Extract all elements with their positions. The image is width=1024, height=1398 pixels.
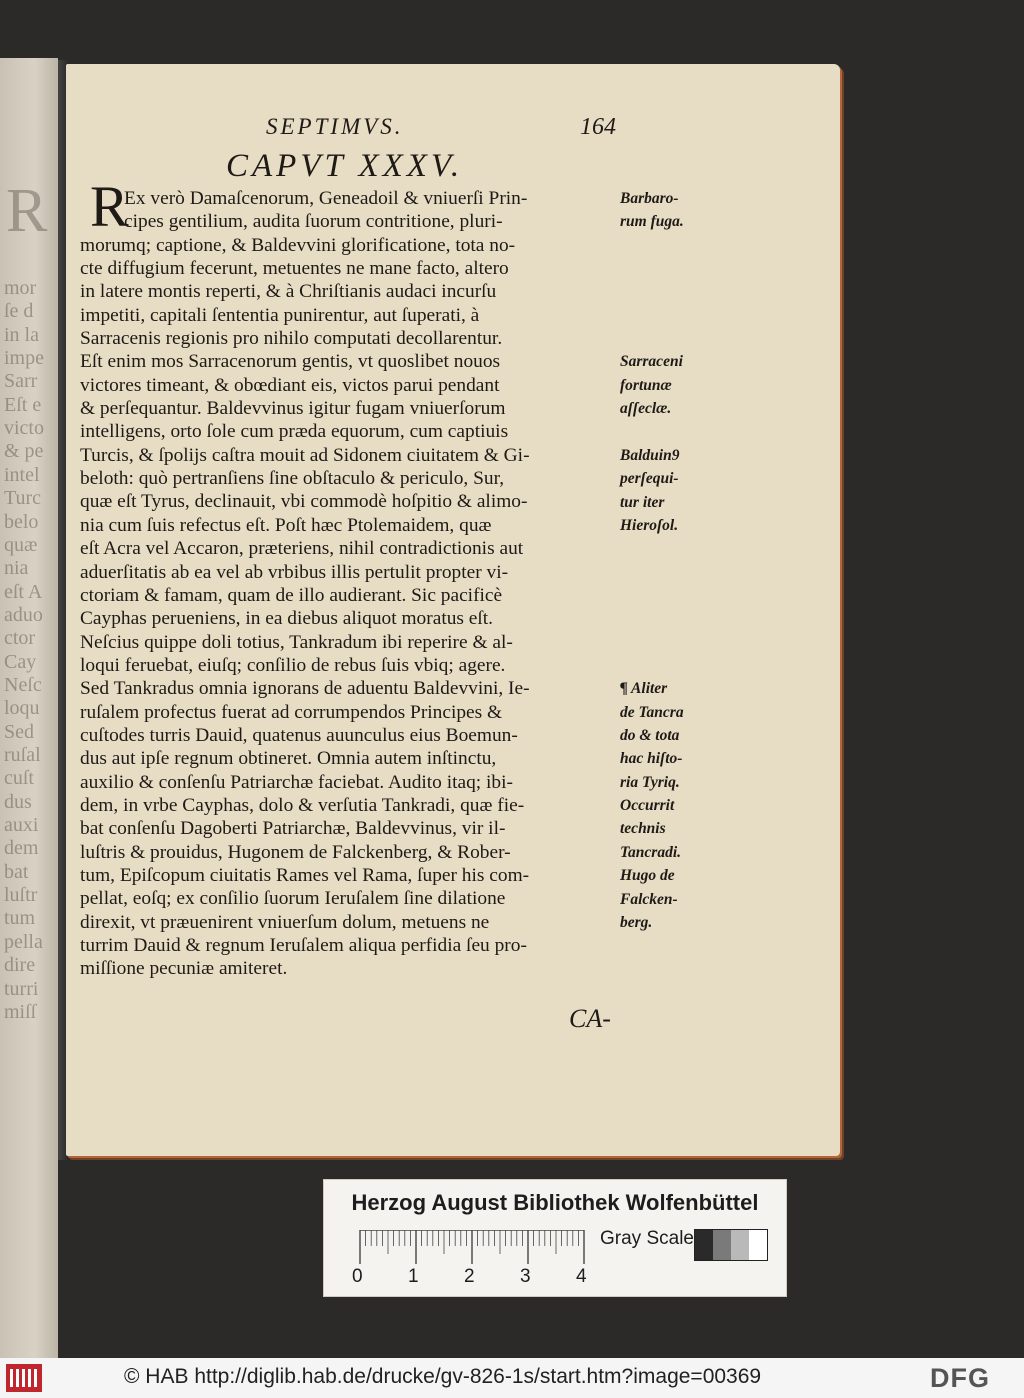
ruler-number: 2 [464,1266,475,1287]
margin-note: de Tancra [620,703,684,721]
ghost-line: & pe [4,440,44,463]
dfg-logo-icon: DFG [930,1363,990,1393]
viewer-footer [0,1358,1024,1398]
text-line: impetiti, capitali ſententia punirentur, aut ſuperati, à [80,304,480,326]
ruler-number: 1 [408,1266,419,1287]
text-line: loqui feruebat, eiuſq; conſilio de rebus ſuis vbiq; agere. [80,654,506,676]
margin-note: Falcken- [620,890,678,908]
ghost-line: ruſal [4,744,41,766]
ruler-number: 3 [520,1266,531,1287]
margin-note: Occurrit [620,797,675,815]
ghost-line: luſtr [4,884,38,907]
ruler-numbers [348,1266,618,1290]
text-line: miſſione pecuniæ amiteret. [80,958,288,980]
ghost-line: nia [4,557,29,580]
ghost-line: bat [4,860,29,883]
ghost-line: auxi [4,814,39,837]
ghost-line: intel [4,463,40,486]
hab-logo-icon [6,1364,42,1392]
text-line: aduerſitatis ab ea vel ab vrbibus illis pertulit propter vi- [80,561,509,583]
ghost-line: pella [4,930,43,953]
ghost-line: Sarr [4,370,38,393]
text-line: eſt Acra vel Accaron, præteriens, nihil contradictionis aut [80,538,524,560]
ruler-number: 0 [352,1266,363,1287]
ghost-line: Turc [4,487,42,510]
text-line: Eſt enim mos Sarracenorum gentis, vt quoslibet nouos [80,351,501,373]
permalink-link[interactable]: © HAB http://diglib.hab.de/drucke/gv-826-1s/start.htm?image=00369 [124,1365,762,1388]
ghost-line: mor [4,277,37,299]
text-line: victores timeant, & obœdiant eis, victos parui pendant [80,374,500,396]
margin-note: aſſeclæ. [620,400,672,418]
margin-note: Hieroſol. [620,516,679,534]
text-line: direxit, vt præuenirent vniuerſum dolum, metuens ne [80,911,490,933]
text-line: cuſtodes turris Dauid, quatenus auunculus eius Boemun- [80,724,518,746]
drop-cap: R [90,174,129,239]
text-line: Sed Tankradus omnia ignorans de aduentu Baldevvini, Ie- [80,678,530,700]
ghost-line: ſe d [4,300,34,323]
text-line: ctoriam & famam, quam de illo audierant. Sic pacificè [80,584,503,606]
margin-note: fortunæ [620,376,672,394]
text-line: dus aut ipſe regnum obtineret. Omnia autem inſtinctu, [80,748,497,770]
margin-note: hac hiſto- [620,750,683,768]
text-line: pellat, eoſq; ex conſilio ſuorum Ieruſalem ſine dilatione [80,888,506,910]
text-line: auxilio & conſenſu Patriarchæ faciebat. Audito itaq; ibi- [80,771,513,793]
ghost-line: turri [4,977,39,1000]
text-line: dem, in vrbe Cayphas, dolo & verſutia Tankradi, quæ fie- [80,794,525,816]
text-line: luſtris & prouidus, Hugonem de Falckenberg, & Rober- [80,841,511,863]
page-number: 164 [580,114,616,140]
ghost-line: miſſ [4,1000,37,1023]
ghost-line: in la [4,323,39,346]
margin-note: tur iter [620,493,665,511]
ghost-line: dire [4,954,36,977]
ghost-line: dem [4,837,39,860]
text-line: Turcis, & ſpolijs caſtra mouit ad Sidonem ciuitatem & Gi- [80,444,530,466]
catchword: CA- [569,1004,611,1033]
ghost-line: impe [4,347,44,370]
ruler-number: 4 [576,1266,587,1287]
text-line: intelligens, orto ſole cum præda equorum, cum captiuis [80,421,509,443]
ghost-line: loqu [4,697,40,720]
ghost-line: Eſt e [4,393,42,416]
text-line: quæ eſt Tyrus, declinauit, vbi commodè hoſpitio & alimo- [80,491,528,513]
text-line: ruſalem profectus fuerat ad corrumpendos Principes & [80,701,503,723]
library-color-card [323,1179,787,1297]
margin-note: ¶ Aliter [620,680,668,698]
ghost-line: dus [4,790,32,813]
ghost-line: aduo [4,603,43,626]
margin-note: Hugo de [620,867,675,885]
text-line: cipes gentilium, audita ſuorum contritione, pluri- [124,211,503,233]
gray-swatch [695,1230,713,1260]
margin-note: perſequi- [620,470,679,488]
library-name: Herzog August Bibliothek Wolfenbüttel [351,1190,759,1215]
text-line: tum, Epiſcopum ciuitatis Rames vel Rama, ſuper his com- [80,864,530,886]
ghost-line: ctor [4,627,36,650]
gray-swatch [749,1230,767,1260]
margin-note: rum fuga. [620,213,684,231]
text-line: Neſcius quippe doli totius, Tankradum ibi reperire & al- [80,631,513,653]
body-text [80,174,638,981]
left-page-initial: R [6,177,48,245]
ghost-line: tum [4,907,36,930]
ruler-scale [358,1230,588,1264]
text-line: cte diffugium fecerunt, metuentes ne mane facto, altero [80,258,509,280]
margin-note: Barbaro- [620,190,679,207]
text-line: bat conſenſu Dagoberti Patriarchæ, Baldevvinus, vir il- [80,818,506,840]
margin-note: Tancradi. [620,843,682,861]
ghost-line: belo [4,510,39,533]
margin-note: Balduin9 [620,446,680,464]
margin-note: do & tota [620,727,680,745]
text-line: nia cum ſuis refectus eſt. Poſt hæc Ptolemaidem, quæ [80,514,492,536]
book-page [66,64,840,1156]
ghost-line: eſt A [4,580,43,603]
ghost-line: quæ [4,533,38,556]
margin-note: technis [620,820,666,838]
text-line: in latere montis reperti, & à Chriſtianis audaci incurſu [80,281,497,303]
left-page-edge [0,58,58,1358]
gray-scale-swatches [694,1229,768,1261]
text-line: Sarracenis regionis pro nihilo computati decollarentur. [80,328,503,350]
ghost-line: cuſt [4,767,34,790]
text-line: Cayphas perueniens, in ea diebus aliquot moratus eſt. [80,608,494,630]
margin-note: Sarraceni [620,353,683,371]
running-head: SEPTIMVS. [266,114,404,139]
gray-swatch [731,1230,749,1260]
ghost-line: Cay [4,650,37,673]
text-line: beloth: quò pertranſiens ſine obſtaculo & periculo, Sur, [80,468,505,490]
margin-note: ria Tyriq. [620,773,680,791]
text-line: turrim Dauid & regnum Ieruſalem aliqua perfidia ſeu pro- [80,935,527,956]
text-line: & perſequantur. Baldevvinus igitur fugam vniuerſorum [80,398,506,420]
gray-scale-label: Gray Scale [600,1228,694,1249]
text-line: morumq; captione, & Baldevvini glorificatione, tota no- [80,234,516,256]
margin-note: berg. [620,913,653,931]
text-line: Ex verò Damaſcenorum, Geneadoil & vniuerſi Prin- [124,188,528,209]
ghost-line: Sed [4,720,34,743]
ghost-line: victo [4,417,44,440]
ghost-line: Neſc [4,673,42,696]
gray-swatch [713,1230,731,1260]
chapter-title: CAPVT XXXV. [226,148,464,184]
